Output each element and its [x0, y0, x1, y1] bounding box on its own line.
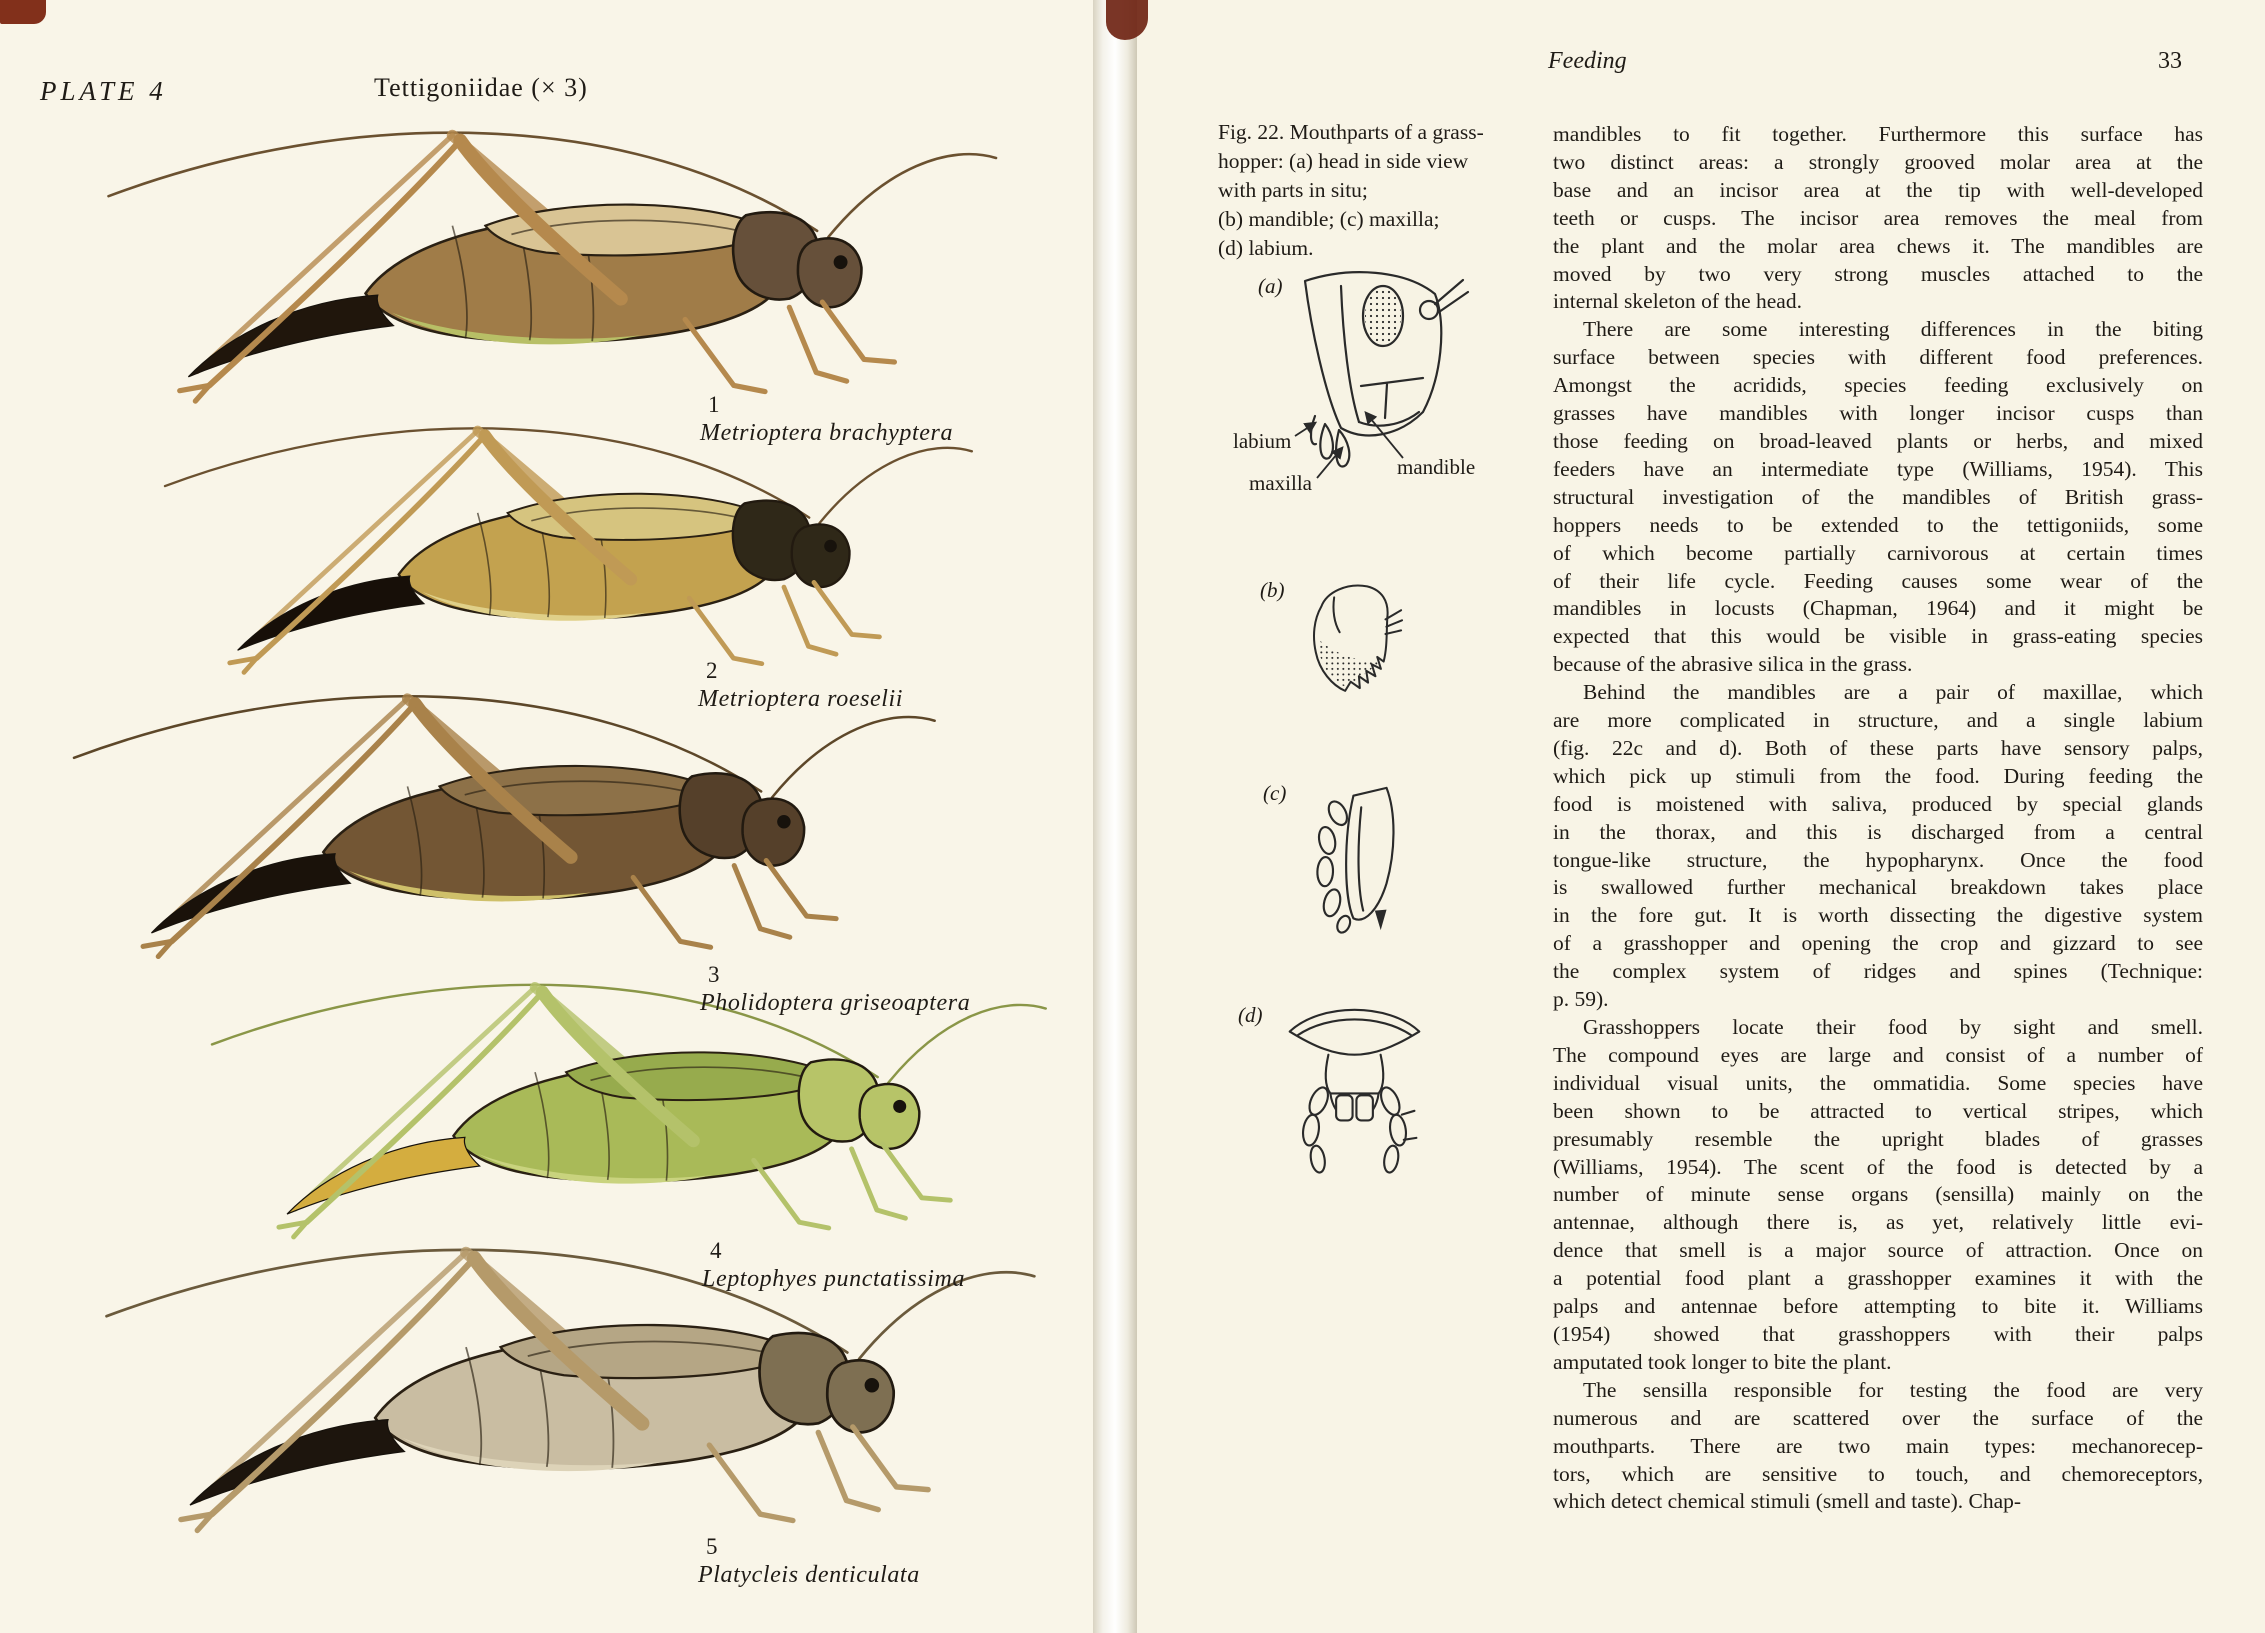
figure-a-head-diagram — [1225, 266, 1485, 496]
caption-line: Fig. 22. Mouthparts of a grass- — [1218, 120, 1484, 144]
specimen-number: 2 — [706, 658, 718, 683]
caption-line: (b) mandible; (c) maxilla; — [1218, 207, 1440, 231]
body-text-line: palps and antennae before attempting to bite it. Williams — [1553, 1294, 2203, 1319]
specimen-label-5 — [698, 1534, 920, 1590]
body-text-line: Behind the mandibles are a pair of maxillae, which — [1583, 680, 2203, 705]
body-text-line: number of minute sense organs (sensilla) mainly on the — [1553, 1182, 2203, 1207]
body-text-line: internal skeleton of the head. — [1553, 289, 1802, 314]
body-text-line: moved by two very strong muscles attached to the — [1553, 261, 2203, 286]
body-text-line: amputated took longer to bite the plant. — [1553, 1349, 1892, 1374]
body-text-line: two distinct areas: a strongly grooved molar area at the — [1553, 149, 2203, 174]
figure-part-c-label: (c) — [1263, 781, 1287, 805]
body-text-line: hoppers needs to be extended to the tettigoniids, some — [1553, 512, 2203, 537]
specimen-name: Metrioptera brachyptera — [700, 420, 954, 446]
body-text-line: in the thorax, and this is discharged from a central — [1553, 819, 2203, 844]
specimen-label-3 — [700, 962, 970, 1018]
body-text-line: the complex system of ridges and spines (Technique: — [1553, 959, 2203, 984]
label-labium: labium — [1233, 429, 1292, 453]
body-text-line: food is moistened with saliva, produced by special glands — [1553, 791, 2203, 816]
body-text-line: of their life cycle. Feeding causes some wear of the — [1553, 568, 2203, 593]
body-text-line: presumably resemble the upright blades of grasses — [1553, 1126, 2203, 1151]
figure-d-labium-diagram — [1282, 998, 1427, 1183]
body-text-line: mandibles in locusts (Chapman, 1964) and it might be — [1553, 596, 2203, 621]
body-text-line: which detect chemical stimuli (smell and taste). Chap- — [1553, 1489, 2022, 1514]
family-label: Tettigoniidae (× 3) — [374, 73, 588, 102]
body-text-line: of which become partially carnivorous at certain times — [1553, 540, 2203, 565]
body-text-line: numerous and are scattered over the surface of the — [1553, 1405, 2203, 1430]
page-number: 33 — [2158, 48, 2182, 74]
body-text — [1553, 121, 2203, 1516]
caption-line: (d) labium. — [1218, 236, 1314, 260]
body-text-line: individual visual units, the ommatidia. Some species have — [1553, 1070, 2203, 1095]
specimen-number: 4 — [710, 1238, 722, 1263]
body-text-line: is swallowed further mechanical breakdown takes place — [1553, 875, 2203, 900]
caption-line: hopper: (a) head in side view — [1218, 149, 1469, 173]
body-text-line: surface between species with different food preferences. — [1553, 345, 2203, 370]
body-text-line: p. 59). — [1553, 987, 1609, 1012]
illustration-metrioptera-brachyptera — [15, 85, 1060, 415]
specimen-name: Metrioptera roeselii — [698, 686, 904, 712]
figure-caption — [1218, 118, 1558, 263]
left-page — [0, 0, 1093, 1633]
figure-c-maxilla-diagram — [1295, 780, 1407, 936]
body-text-line: teeth or cusps. The incisor area removes the meal from — [1553, 205, 2203, 230]
body-text-line: a potential food plant a grasshopper examines it with the — [1553, 1266, 2203, 1291]
body-text-line: (Williams, 1954). The scent of the food is detected by a — [1553, 1154, 2203, 1179]
specimen-label-4 — [702, 1238, 965, 1294]
caption-line: with parts in situ; — [1218, 178, 1368, 202]
body-text-line: dence that smell is a major source of attraction. Once on — [1553, 1238, 2203, 1263]
specimen-number: 5 — [706, 1534, 718, 1559]
figure-part-b-label: (b) — [1260, 578, 1285, 602]
figure-b-mandible-diagram — [1292, 578, 1402, 713]
body-text-line: Amongst the acridids, species feeding exclusively on — [1553, 373, 2203, 398]
body-text-line: are more complicated in structure, and a single labium — [1553, 708, 2203, 733]
body-text-line: because of the abrasive silica in the grass. — [1553, 652, 1913, 677]
body-text-line: grasses have mandibles with longer incisor cusps than — [1553, 401, 2203, 426]
body-text-line: (fig. 22c and d). Both of these parts have sensory palps, — [1553, 735, 2203, 760]
body-text-line: been shown to be attracted to vertical stripes, which — [1553, 1098, 2203, 1123]
body-text-line: mandibles to fit together. Furthermore this surface has — [1553, 122, 2203, 146]
body-text-line: which pick up stimuli from the food. During feeding the — [1553, 763, 2203, 788]
body-text-line: in the fore gut. It is worth dissecting the digestive system — [1553, 903, 2203, 928]
specimen-name: Platycleis denticulata — [698, 1562, 920, 1588]
label-mandible: mandible — [1397, 455, 1476, 479]
body-text-line: (1954) showed that grasshoppers with their palps — [1553, 1321, 2203, 1346]
body-text-line: structural investigation of the mandibles of British grass- — [1553, 484, 2203, 509]
body-text-line: The sensilla responsible for testing the food are very — [1583, 1377, 2203, 1402]
running-head: Feeding — [1548, 48, 1627, 74]
specimen-name: Leptophyes punctatissima — [702, 1266, 966, 1292]
body-text-line: tors, which are sensitive to touch, and chemoreceptors, — [1553, 1461, 2203, 1486]
body-text-line: Grasshoppers locate their food by sight and smell. — [1583, 1015, 2203, 1039]
body-text-line: those feeding on broad-leaved plants or herbs, and mixed — [1553, 428, 2203, 453]
body-text-line: antennae, although there is, as yet, relatively little evi- — [1553, 1210, 2203, 1235]
body-text-line: expected that this would be visible in grass-eating species — [1553, 624, 2203, 649]
plate-label: PLATE 4 — [40, 76, 167, 106]
label-maxilla: maxilla — [1249, 471, 1312, 495]
figure-part-a-label: (a) — [1258, 274, 1283, 298]
figure-part-d-label: (d) — [1238, 1003, 1263, 1027]
body-text-line: the plant and the molar area chews it. The mandibles are — [1553, 233, 2203, 258]
body-text-line: tongue-like structure, the hypopharynx. Once the food — [1553, 847, 2203, 872]
page-gutter — [1093, 0, 1137, 1633]
body-text-line: The compound eyes are large and consist of a number of — [1553, 1042, 2203, 1067]
body-text-line: There are some interesting differences in the biting — [1583, 317, 2203, 342]
body-text-line: feeders have an intermediate type (Williams, 1954). This — [1553, 456, 2203, 481]
scan-artifact-top-left — [0, 0, 46, 24]
specimen-label-2 — [698, 658, 903, 714]
body-text-line: mouthparts. There are two main types: mechanorecep- — [1553, 1433, 2203, 1458]
specimen-label-1 — [700, 392, 953, 448]
specimen-number: 1 — [708, 392, 720, 417]
scan-artifact-gutter-top — [1106, 0, 1148, 40]
body-text-line: base and an incisor area at the tip with well-developed — [1553, 177, 2203, 202]
body-text-line: of a grasshopper and opening the crop and gizzard to see — [1553, 931, 2203, 956]
specimen-name: Pholidoptera griseoaptera — [700, 990, 971, 1016]
specimen-number: 3 — [708, 962, 720, 987]
